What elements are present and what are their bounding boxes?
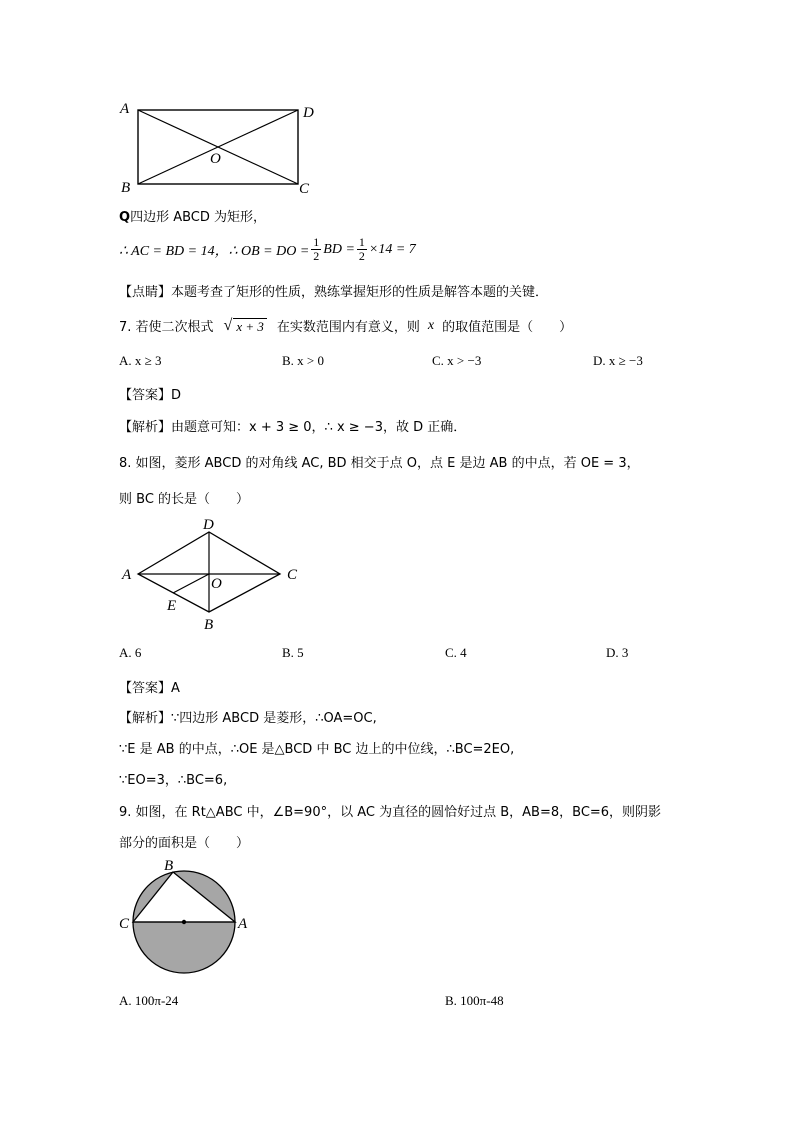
q6-line2-mid: BD =	[323, 241, 355, 257]
q9-option-a: A. 100π-24	[119, 993, 179, 1008]
q6-line2-left: ∴ AC = BD = 14，∴ OB = DO =	[119, 243, 310, 259]
q8-stem-line2: 则 BC 的长是（ ）	[119, 492, 250, 507]
q8-option-b: B. 5	[282, 645, 304, 660]
q7-analysis: 【解析】由题意可知：x + 3 ≥ 0，∴ x ≥ −3，故 D 正确．	[119, 420, 467, 435]
q9-option-b: B. 100π-48	[445, 993, 504, 1008]
label-c: C	[299, 181, 310, 197]
q7-stem	[119, 316, 572, 335]
q7-option-a: A. x ≥ 3	[119, 353, 162, 368]
q6-prefix: Q	[119, 210, 131, 225]
q8-analysis-line2: ∵E 是 AB 的中点，∴OE 是△BCD 中 BC 边上的中位线，∴BC=2EO,	[119, 742, 515, 757]
q7-option-c: C. x > −3	[432, 353, 482, 368]
q6-note: 【点睛】本题考查了矩形的性质，熟练掌握矩形的性质是解答本题的关键．	[119, 285, 549, 300]
q6-line1-text: 四边形 ABCD 为矩形，	[130, 210, 266, 225]
q8-stem-line1: 8. 如图，菱形 ABCD 的对角线 AC, BD 相交于点 O，点 E 是边 AB 的中点，若 OE = 3，	[119, 456, 640, 471]
q8-option-d: D. 3	[606, 645, 629, 660]
q7-var: x	[427, 317, 435, 333]
label-b: B	[121, 180, 131, 196]
center-dot	[182, 920, 186, 924]
fraction-half-1	[311, 236, 321, 263]
fraction-half-2	[357, 236, 367, 263]
frac-den: 2	[358, 249, 365, 263]
q7-stem-suffix: 的取值范围是（ ）	[442, 320, 573, 335]
frac-num: 1	[313, 235, 320, 249]
q7-option-b: B. x > 0	[282, 353, 325, 368]
q7-answer: 【答案】D	[119, 388, 182, 403]
sqrt-sign: √	[223, 316, 233, 334]
label-b: B	[204, 617, 214, 633]
q8-analysis-line3: ∵EO=3，∴BC=6,	[119, 773, 228, 788]
label-o: O	[210, 151, 221, 167]
label-b: B	[164, 858, 174, 874]
q7-option-d: D. x ≥ −3	[593, 353, 643, 368]
label-e: E	[167, 598, 177, 614]
q7-stem-prefix: 7. 若使二次根式	[119, 320, 214, 335]
sqrt-expression	[224, 317, 267, 335]
label-c: C	[287, 567, 298, 583]
frac-num: 1	[358, 235, 365, 249]
q8-analysis-line1: 【解析】∵四边形 ABCD 是菱形，∴OA=OC,	[119, 711, 377, 726]
label-a: A	[238, 916, 248, 932]
label-a: A	[120, 101, 130, 117]
frac-den: 2	[313, 249, 320, 263]
q9-stem-line2: 部分的面积是（ ）	[119, 836, 250, 851]
q7-stem-mid: 在实数范围内有意义，则	[276, 320, 420, 335]
label-a: A	[122, 567, 132, 583]
q8-option-c: C. 4	[445, 645, 467, 660]
q8-answer: 【答案】A	[119, 681, 180, 696]
q9-stem-line1: 9. 如图，在 Rt△ABC 中，∠B=90°，以 AC 为直径的圆恰好过点 B，AB=8，BC=6，则阴影	[119, 805, 662, 820]
label-c: C	[119, 916, 130, 932]
sqrt-radicand: x + 3	[233, 318, 267, 335]
label-d: D	[203, 517, 214, 533]
q8-option-a: A. 6	[119, 645, 142, 660]
segment-oe	[173, 574, 209, 593]
q6-line1	[119, 206, 266, 225]
q6-line2-right: ×14 = 7	[368, 241, 416, 257]
rectangle-figure	[110, 95, 330, 200]
label-o: O	[211, 576, 222, 592]
q6-line2	[119, 236, 416, 263]
rhombus-figure	[110, 512, 320, 637]
circle-figure	[110, 855, 260, 980]
label-d: D	[303, 105, 314, 121]
